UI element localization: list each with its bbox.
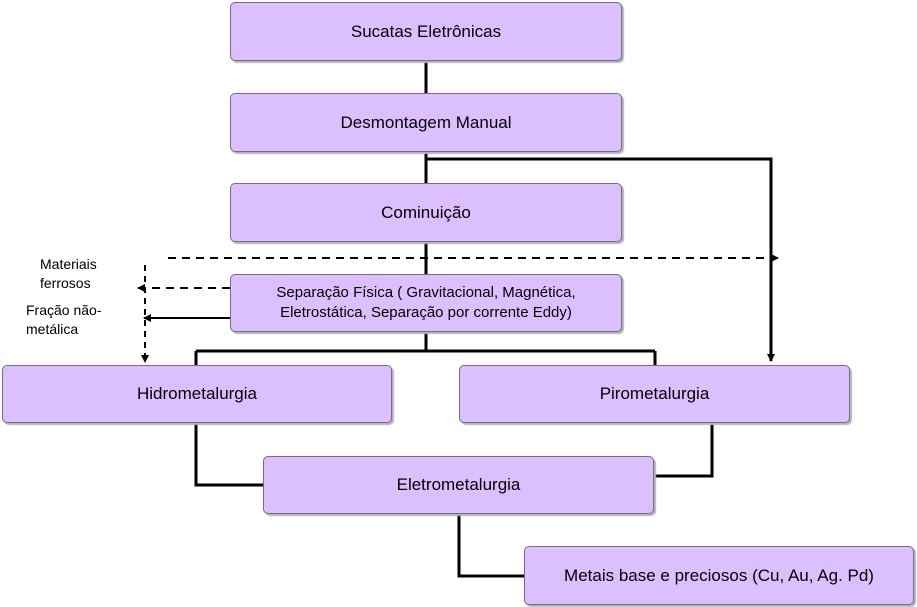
node-label: Eletrometalurgia <box>396 475 521 494</box>
label-line2: metálica <box>26 321 79 337</box>
node-label: Hidrometalurgia <box>137 384 257 403</box>
node-eletrometalurgia <box>263 456 654 514</box>
label-materiais-ferrosos <box>40 255 97 293</box>
node-cominuicao <box>230 183 622 242</box>
node-label: Metais base e preciosos (Cu, Au, Ag. Pd) <box>564 565 874 585</box>
node-hidrometalurgia <box>2 365 392 423</box>
node-label-line2: Eletrostática, Separação por corrente Eddy) <box>280 304 572 321</box>
label-line1: Materiais <box>40 256 97 272</box>
label-fracao-nao-metalica <box>26 301 101 339</box>
connector-hidro-eletro <box>196 423 263 485</box>
node-label: Desmontagem Manual <box>340 112 512 132</box>
label-line1: Fração não- <box>26 302 102 318</box>
connector-eletro-metais <box>459 514 524 576</box>
label-line2: ferrosos <box>40 275 91 291</box>
node-sucatas-eletronicas <box>230 2 622 61</box>
node-label-line1: Separação Física ( Gravitacional, Magnética, <box>276 284 576 301</box>
node-label: Cominuição <box>381 202 471 222</box>
node-pirometalurgia <box>459 365 850 423</box>
node-label: Pirometalurgia <box>599 384 710 403</box>
node-separacao-fisica <box>230 274 622 332</box>
connector-piro-eletro <box>654 423 712 476</box>
node-label: Sucatas Eletrônicas <box>350 21 502 41</box>
node-desmontagem-manual <box>230 93 622 152</box>
node-metais-base-preciosos <box>524 546 914 605</box>
